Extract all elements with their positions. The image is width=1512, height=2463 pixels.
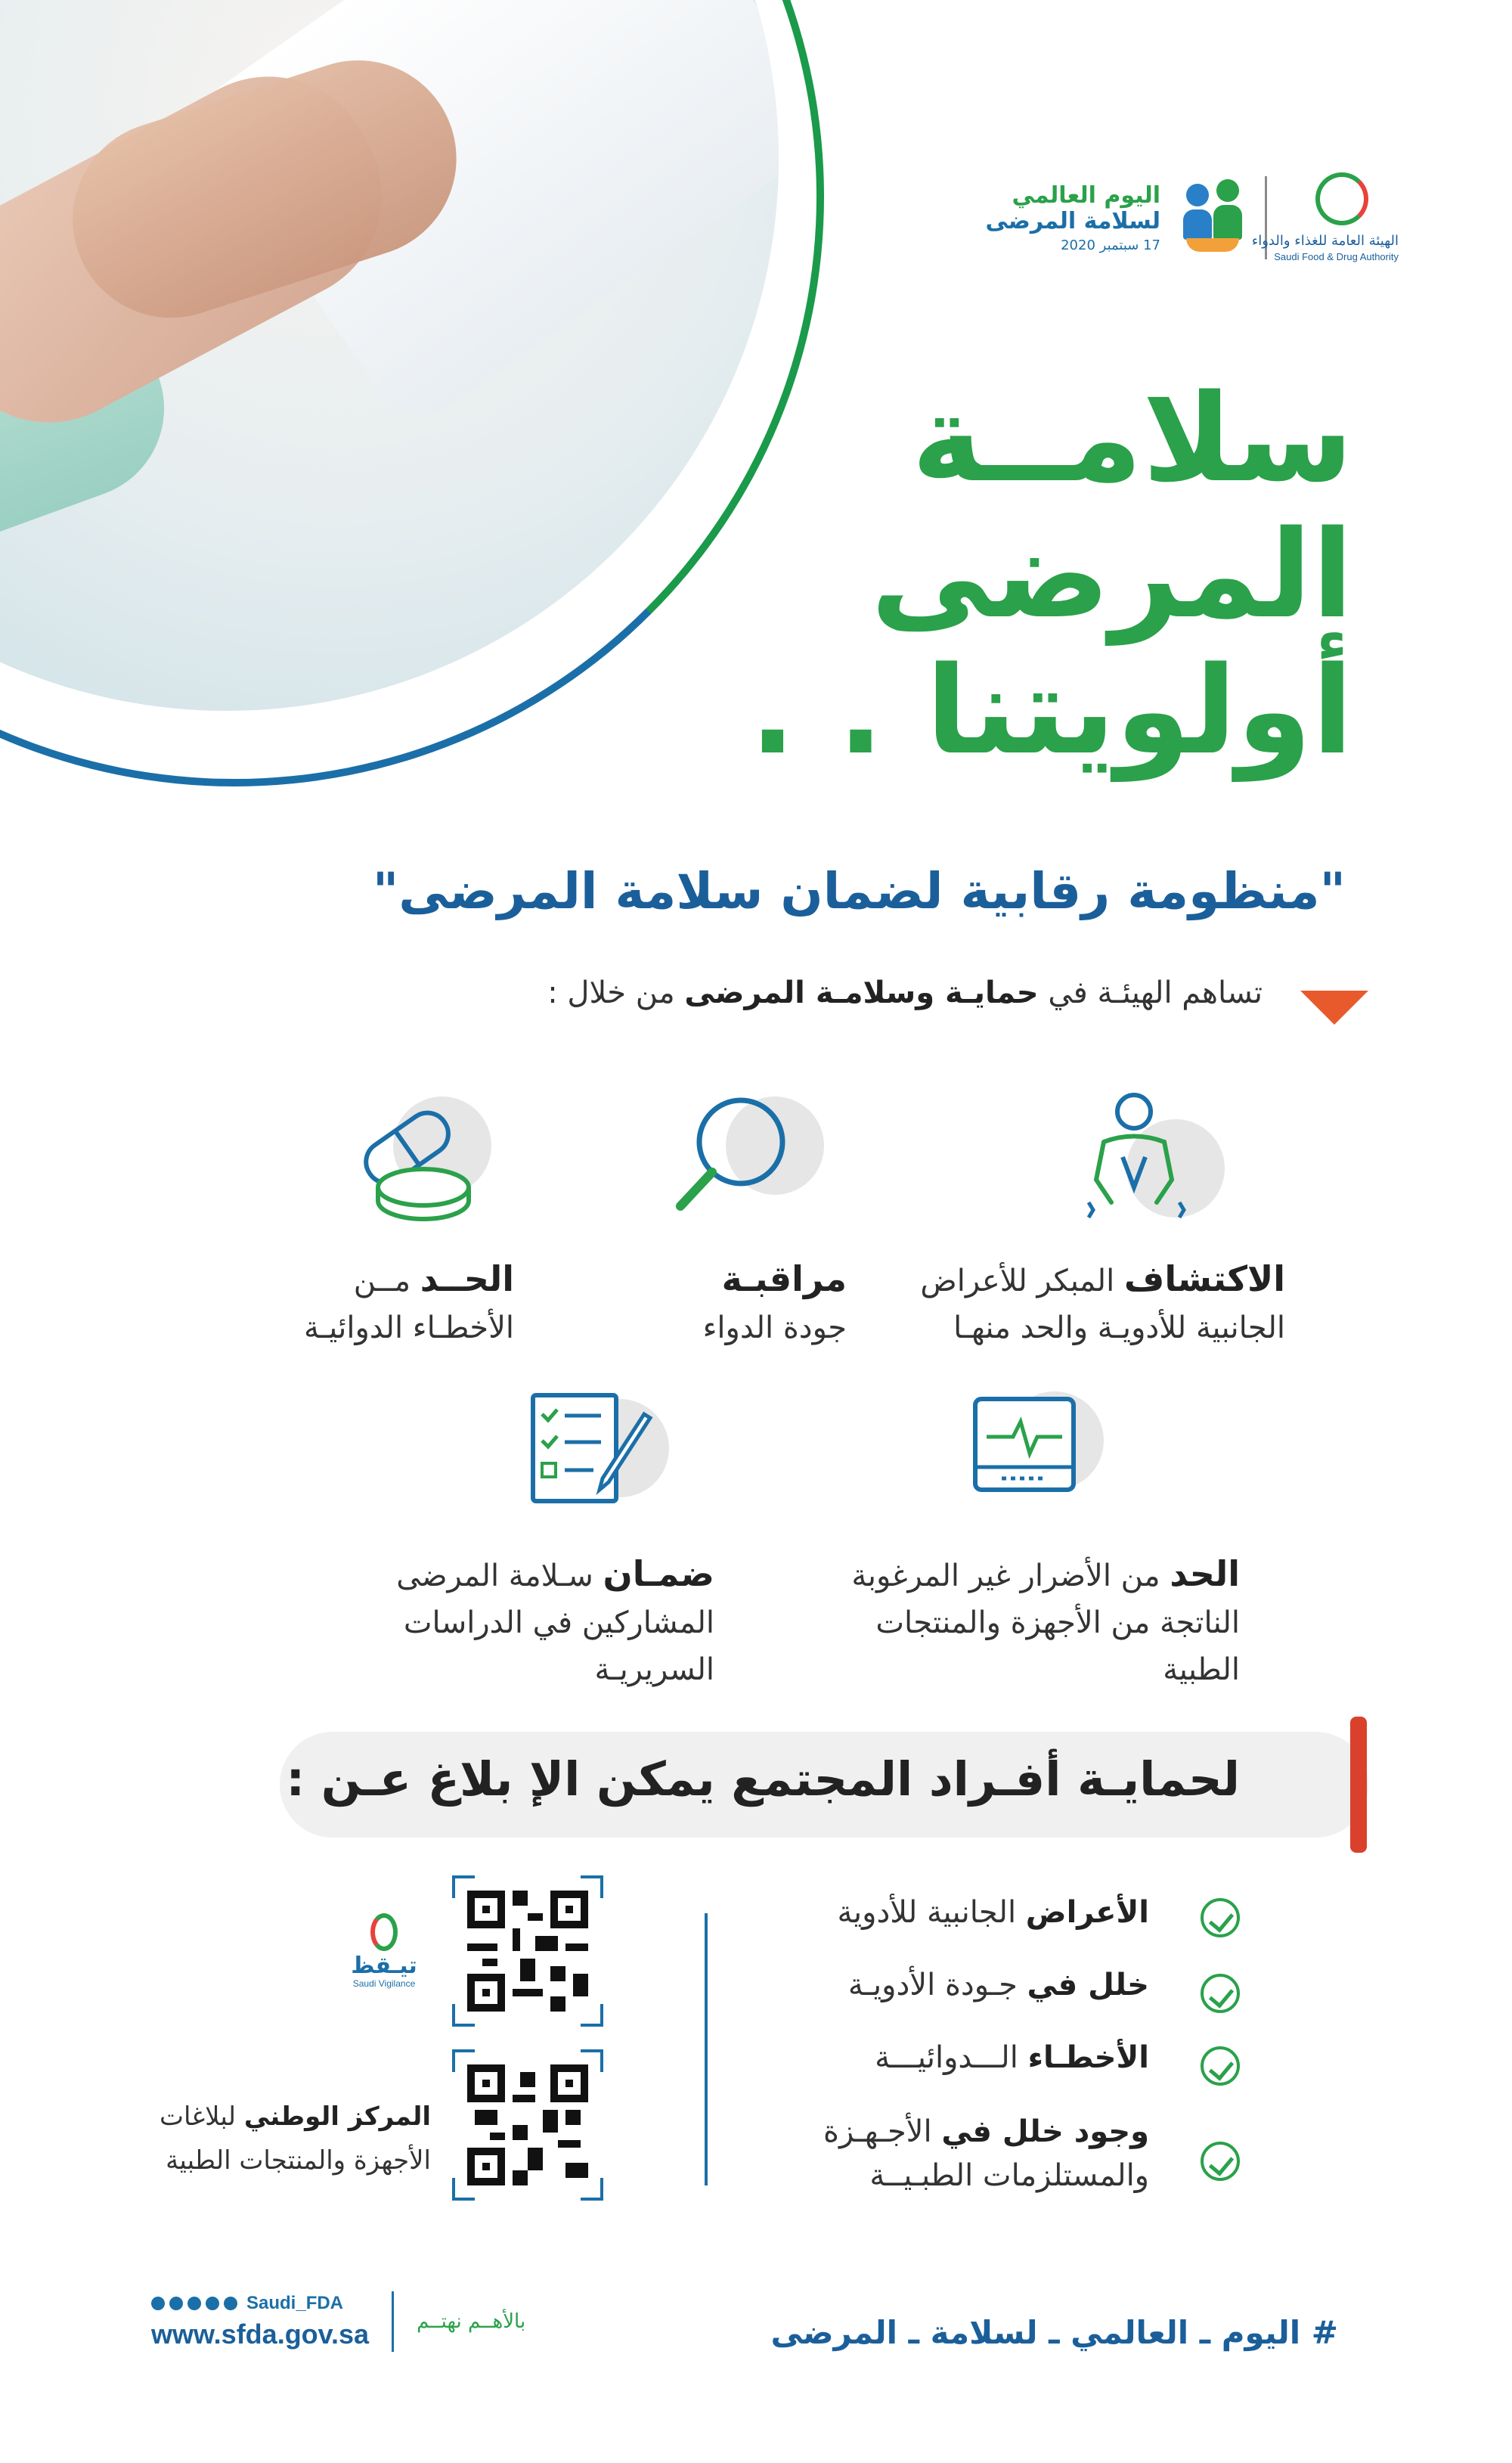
column-divider (705, 1913, 708, 2185)
feature-drug-quality (620, 1089, 847, 1351)
event-date: 17 سبتمبر 2020 (1061, 237, 1160, 253)
social-icons (151, 2293, 369, 2314)
check-item: الأعراض الجانبية للأدوية (837, 1895, 1149, 1930)
intro-text: تساهم الهيئـة في حمايـة وسلامـة المرضى من خلال : (547, 976, 1263, 1010)
event-line1: اليوم العالمي (1012, 181, 1160, 209)
title-line3: أولويتنا . . (749, 640, 1353, 781)
sfda-emblem-icon (1315, 172, 1368, 225)
feature-clinical-trials (367, 1384, 714, 1693)
title-line1: سلامــة (911, 368, 1353, 509)
feature-line1: الحد من الأضرار غير المرغوبة (851, 1553, 1240, 1594)
event-line2: لسلامة المرضى (985, 207, 1160, 234)
people-hand-icon (1179, 176, 1247, 259)
qr-code-vigilance[interactable] (452, 1875, 603, 2027)
feature-line1: الاكتشاف المبكر للأعراض (920, 1258, 1285, 1299)
facebook-icon[interactable] (151, 2297, 165, 2310)
check-item: الأخطـاء الـــدوائيـــة (875, 2040, 1149, 2075)
feature-early-detection (862, 1089, 1285, 1351)
tayaqqaz-mark-icon (370, 1913, 398, 1951)
checklist-pen-icon (518, 1384, 669, 1528)
tayaqqaz-name: تيـقظ (351, 1953, 417, 1979)
footer-hashtag: # اليوم ـ العالمي ـ لسلامة ـ المرضى (770, 2314, 1338, 2351)
footer-slogan: بالأهــم نهتــم (417, 2310, 526, 2333)
national-center-text: المركز الوطني لبلاغات الأجهزة والمنتجات الطبية (159, 2102, 431, 2176)
feature-line2: الجانبية للأدويـة والحد منهـا (953, 1311, 1285, 1345)
report-accent-bar (1350, 1717, 1367, 1853)
feature-line2: جودة الدواء (702, 1311, 847, 1345)
tayaqqaz-sub: Saudi Vigilance (352, 1978, 416, 1989)
monitor-icon (960, 1384, 1111, 1528)
event-logo-text (986, 183, 1160, 253)
sfda-logo (1251, 165, 1399, 271)
subtitle: "منظومة رقابية لضمان سلامة المرضى" (372, 862, 1346, 920)
footer-divider (392, 2291, 394, 2352)
pills-icon (340, 1089, 491, 1233)
header-logos (986, 165, 1399, 271)
main-title (749, 368, 1353, 781)
report-title: لحمايـة أفـراد المجتمع يمكن الإ بلاغ عـن : (286, 1751, 1240, 1807)
twitter-icon[interactable] (224, 2297, 237, 2310)
magnifier-icon (673, 1089, 824, 1233)
person-pain-icon (1081, 1089, 1232, 1233)
social-handle[interactable]: Saudi_FDA (246, 2293, 344, 2313)
check-circle-icon (1201, 2142, 1240, 2181)
sfda-name-ar: الهيئة العامة للغذاء والدواء (1251, 233, 1399, 249)
tayaqqaz-logo (339, 1913, 429, 1996)
feature-line2: الأخطـاء الدوائيـة (304, 1311, 514, 1345)
check-item: وجود خلل في الأجـهـزة والمستلزمات الطبـيــة (823, 2114, 1149, 2193)
footer-links (151, 2293, 369, 2350)
feature-line1: ضمـان سـلامة المرضى (396, 1553, 714, 1594)
feature-device-harm (816, 1384, 1240, 1693)
sfda-name-en: Saudi Food & Drug Authority (1274, 251, 1399, 262)
instagram-icon[interactable] (169, 2297, 183, 2310)
footer-contact (151, 2291, 525, 2352)
feature-line1: الحــد مــن (353, 1258, 514, 1299)
feature-medication-errors (257, 1089, 514, 1351)
check-circle-icon (1201, 1974, 1240, 2013)
feature-line1: مراقبـة (721, 1258, 847, 1299)
feature-line3: الطبية (1163, 1652, 1240, 1687)
title-line2: المرضى (870, 504, 1353, 645)
triangle-bullet-icon (1300, 991, 1368, 1025)
feature-line3: السريريـة (594, 1652, 714, 1687)
snapchat-icon[interactable] (206, 2297, 219, 2310)
website-link[interactable]: www.sfda.gov.sa (151, 2319, 370, 2350)
feature-line2: المشاركين في الدراسات (403, 1605, 714, 1640)
check-circle-icon (1201, 2046, 1240, 2086)
check-circle-icon (1201, 1898, 1240, 1937)
youtube-icon[interactable] (187, 2297, 201, 2310)
feature-line2: الناتجة من الأجهزة والمنتجات (875, 1605, 1240, 1640)
qr-code-devices[interactable] (452, 2049, 603, 2201)
hero-photo-ring (0, 0, 824, 786)
check-item: خلل في جـودة الأدويـة (847, 1968, 1149, 2002)
